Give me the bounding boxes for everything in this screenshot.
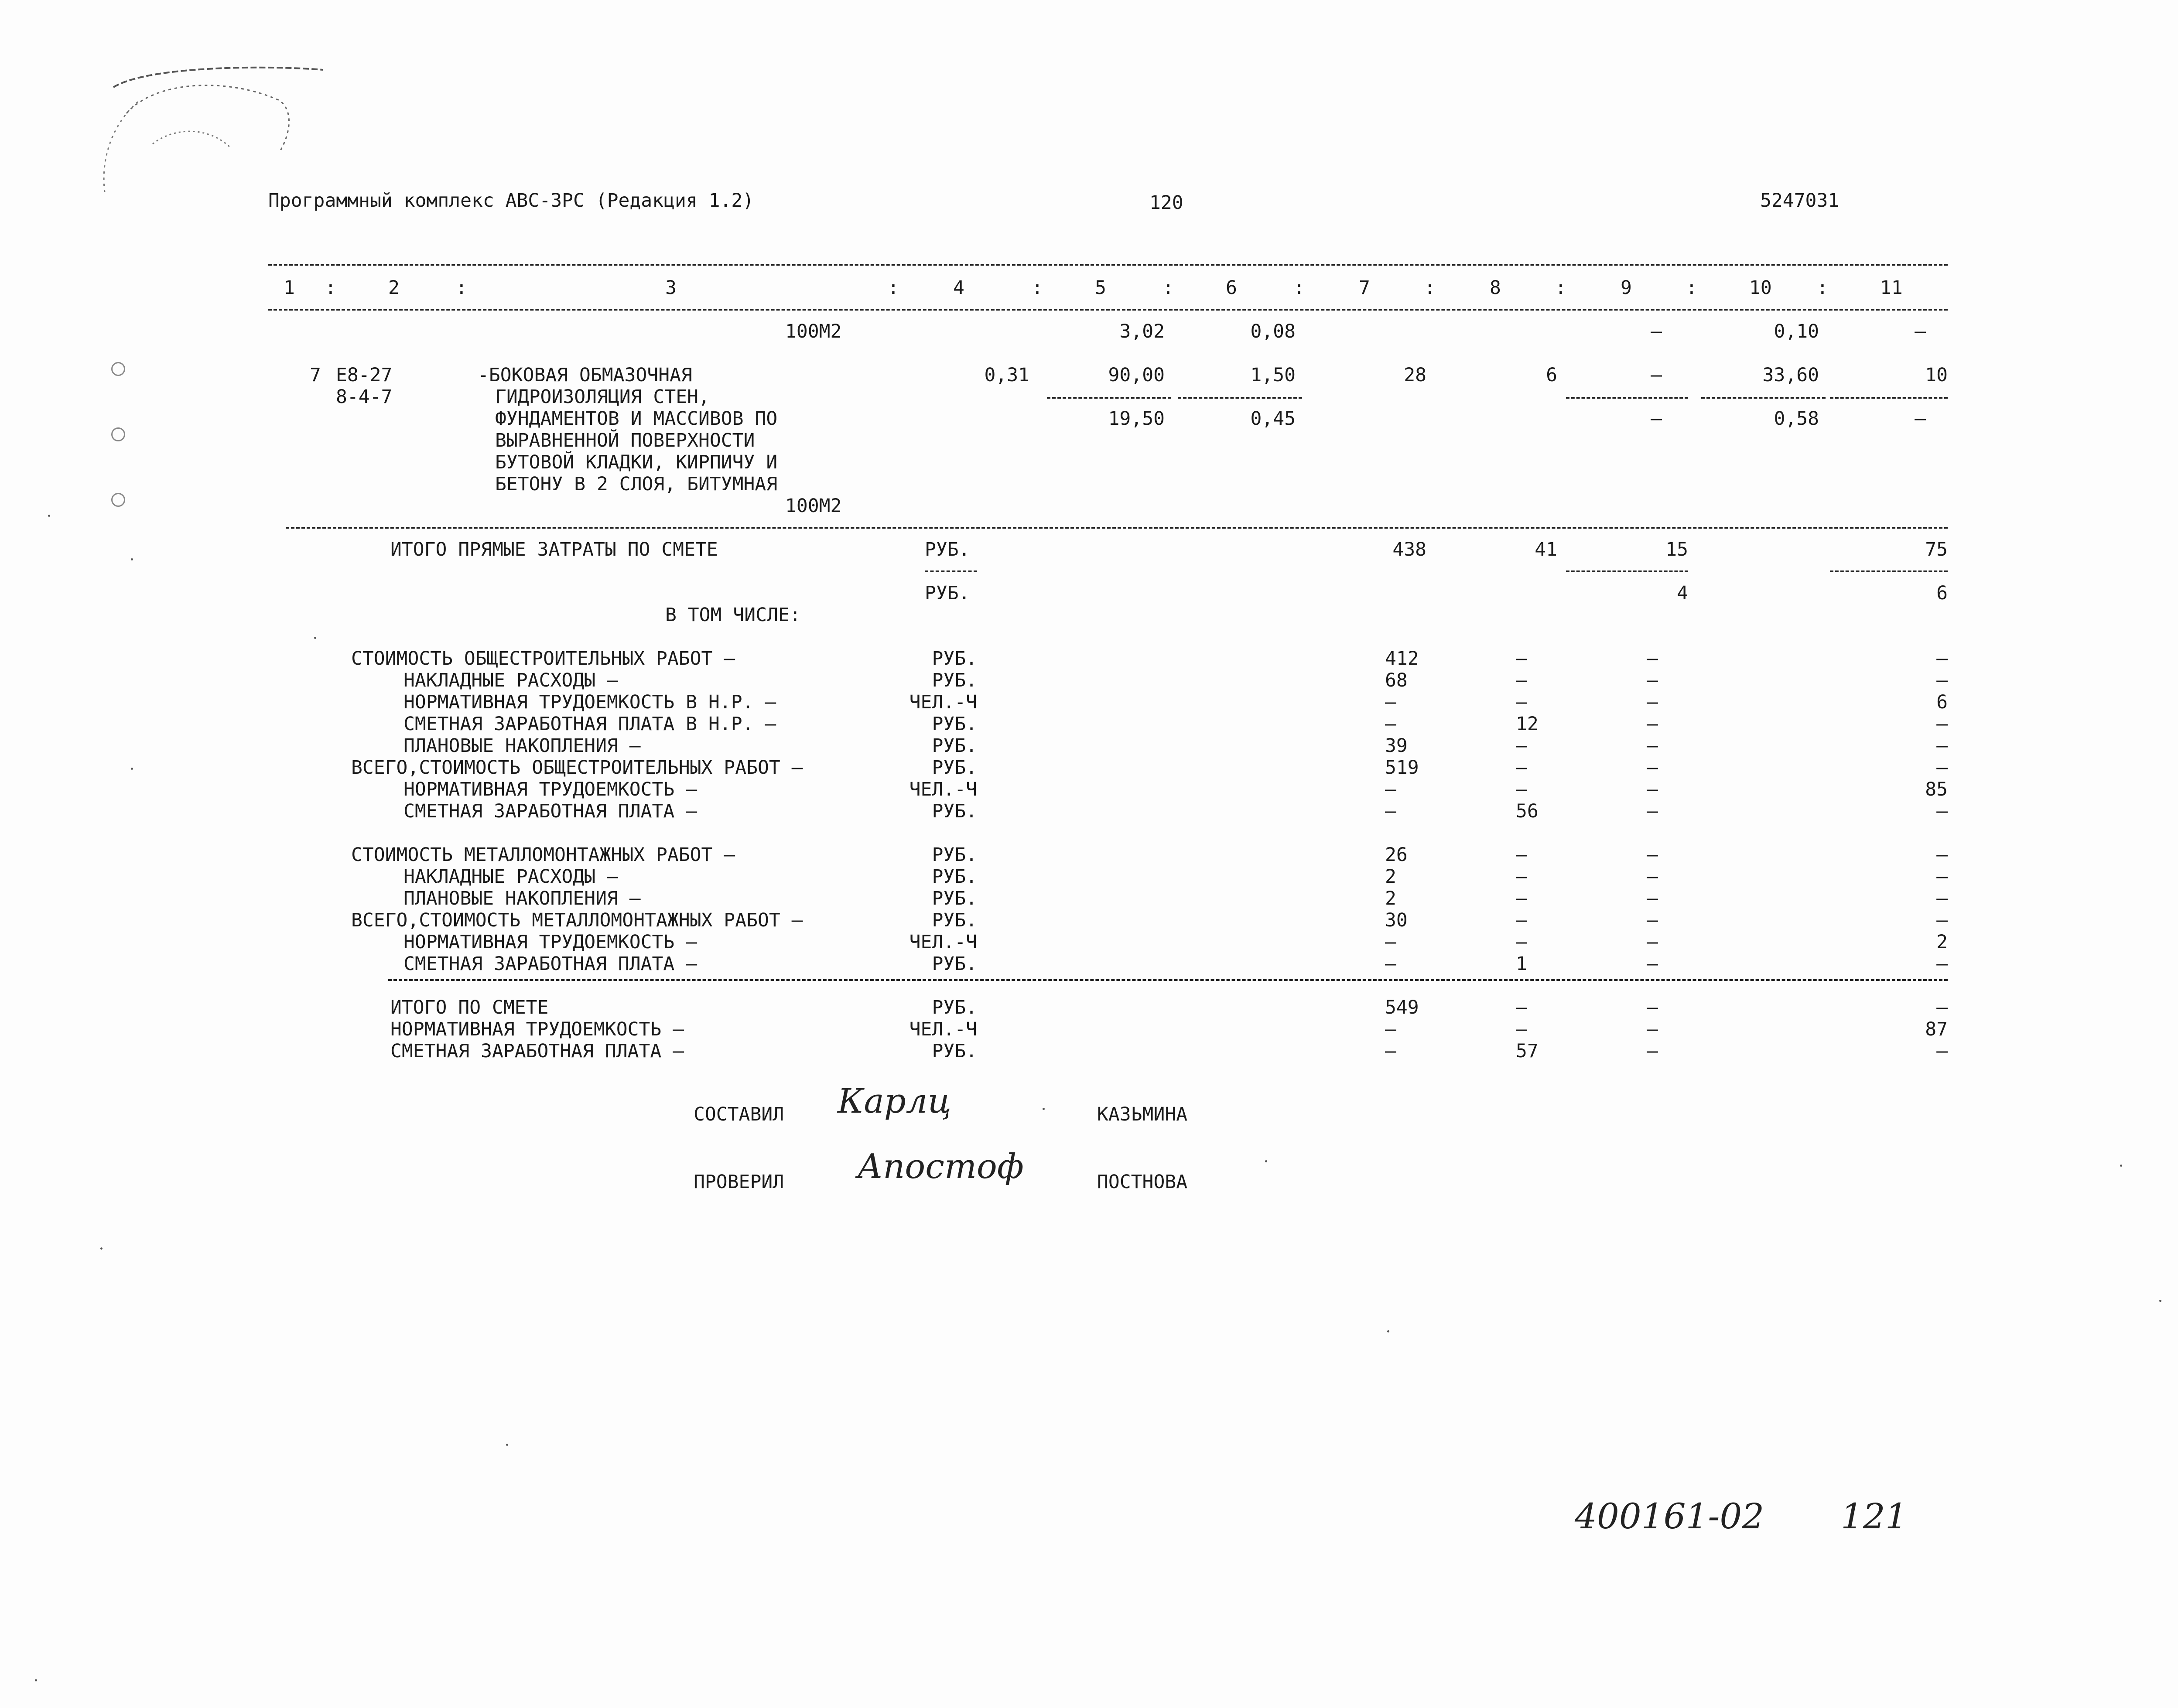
summary-col7: 519: [1385, 757, 1419, 779]
col-header-6: 6: [1226, 277, 1237, 299]
final-unit: РУБ.: [932, 1040, 977, 1062]
header-rule-bottom: [268, 309, 1948, 311]
final-col8: –: [1516, 1018, 1527, 1040]
summary-col9: –: [1647, 800, 1658, 822]
summary-col8: –: [1516, 909, 1527, 931]
section-rule: [286, 527, 1948, 529]
document-code: 5247031: [1760, 190, 1840, 212]
summary-col8: 56: [1516, 800, 1539, 822]
summary-label: СМЕТНАЯ ЗАРАБОТНАЯ ПЛАТА –: [403, 953, 698, 975]
final-label: СМЕТНАЯ ЗАРАБОТНАЯ ПЛАТА –: [390, 1040, 684, 1062]
summary-col7: –: [1385, 713, 1396, 735]
summary-col8: 1: [1516, 953, 1527, 975]
summary-col7: 2: [1385, 866, 1396, 888]
final-col7: –: [1385, 1018, 1396, 1040]
summary-label: НАКЛАДНЫЕ РАСХОДЫ –: [403, 866, 618, 888]
summary-unit: РУБ.: [932, 648, 977, 670]
summary-unit: РУБ.: [932, 800, 977, 822]
final-label: НОРМАТИВНАЯ ТРУДОЕМКОСТЬ –: [390, 1018, 684, 1040]
summary-col11: –: [1936, 888, 1948, 909]
summary-col7: 412: [1385, 648, 1419, 670]
summary-label: СТОИМОСТЬ МЕТАЛЛОМОНТАЖНЫХ РАБОТ –: [351, 844, 735, 866]
summary-col8: –: [1516, 888, 1527, 909]
sheet-number: 121: [1841, 1496, 1908, 1537]
col-header-5: 5: [1095, 277, 1106, 299]
summary-unit: РУБ.: [932, 844, 977, 866]
final-col9: –: [1647, 1040, 1658, 1062]
final-col9: –: [1647, 997, 1658, 1018]
summary-label: ВСЕГО,СТОИМОСТЬ МЕТАЛЛОМОНТАЖНЫХ РАБОТ –: [351, 909, 803, 931]
summary-col9: –: [1647, 844, 1658, 866]
summary-col8: 12: [1516, 713, 1539, 735]
summary-col7: 39: [1385, 735, 1408, 757]
punch-hole: [111, 362, 125, 376]
compiled-name: КАЗЬМИНА: [1097, 1103, 1188, 1125]
summary-col7: 68: [1385, 670, 1408, 691]
summary-col11: –: [1936, 953, 1948, 975]
summary-label: НОРМАТИВНАЯ ТРУДОЕМКОСТЬ –: [403, 779, 698, 800]
final-col7: 549: [1385, 997, 1419, 1018]
summary-col11: –: [1936, 800, 1948, 822]
header-rule-top: [268, 264, 1948, 266]
checked-label: ПРОВЕРИЛ: [694, 1171, 784, 1193]
punch-hole: [111, 427, 125, 441]
compiled-signature: Карлц: [838, 1082, 951, 1121]
summary-col8: –: [1516, 670, 1527, 691]
summary-col9: –: [1647, 757, 1658, 779]
summary-col11: –: [1936, 713, 1948, 735]
summary-col9: –: [1647, 866, 1658, 888]
summary-col9: –: [1647, 670, 1658, 691]
summary-col7: –: [1385, 953, 1396, 975]
summary-label: ПЛАНОВЫЕ НАКОПЛЕНИЯ –: [403, 888, 641, 909]
archive-number: 400161-02: [1575, 1496, 1764, 1537]
summary-col8: –: [1516, 648, 1527, 670]
summary-unit: ЧЕЛ.-Ч: [909, 931, 977, 953]
summary-col8: –: [1516, 757, 1527, 779]
summary-col9: –: [1647, 713, 1658, 735]
summary-col8: –: [1516, 779, 1527, 800]
summary-col9: –: [1647, 691, 1658, 713]
col-header-1: 1: [284, 277, 295, 299]
summary-unit: РУБ.: [932, 670, 977, 691]
summary-col11: –: [1936, 844, 1948, 866]
final-unit: ЧЕЛ.-Ч: [909, 1018, 977, 1040]
final-col11: 87: [1925, 1018, 1948, 1040]
document-page: Программный комплекс АВС-3РС (Редакция 1.2) 120 5247031 1 : 2 : 3 : 4 : 5 : 6 : 7 : 8 : 9 : 10 : 11 100М2 3,02 0,08 – 0,10 – 7 Е8-27 8-4-7 -БОКОВАЯ ОБМАЗОЧНАЯ ГИДРОИЗОЛЯЦИЯ СТЕН, ФУНДАМЕНТОВ И МАССИВОВ ПО ВЫРАВНЕННОЙ ПОВЕРХНОСТИ БУТОВОЙ КЛАДКИ, КИРПИЧУ И БЕТОНУ В 2 СЛОЯ, БИТУМНАЯ 100М2 0,31 90,00 1,50 28 6 – 33,60 10 19,50 0,45 – 0,58 – ИТОГО ПРЯМЫЕ ЗАТРАТЫ ПО СМЕТЕ РУБ. 438 41 15 75 РУБ. 4 6 В ТОМ ЧИСЛЕ: СТОИМОСТЬ ОБЩЕСТРОИТЕЛЬНЫХ РАБОТ – РУБ. 412 – – – НАКЛАДНЫЕ РАСХОДЫ – РУБ. 68 – – – НОРМАТИВНАЯ ТРУДОЕМКОСТЬ В Н.Р. – ЧЕЛ.-Ч – – – 6 СМЕТНАЯ ЗАРАБОТНАЯ ПЛАТА В Н.Р. – РУБ. – 12 – – ПЛАНОВЫЕ НАКОПЛЕНИЯ – РУБ. 39 – – – ВСЕГО,СТОИМОСТЬ ОБЩЕСТРОИТЕЛЬНЫХ РАБОТ – РУБ. 519 – – – НОРМАТИВНАЯ ТРУДОЕМКОСТЬ – ЧЕЛ.-Ч – – – 85 СМЕТНАЯ ЗАРАБОТНАЯ ПЛАТА – РУБ. – 56 – – СТОИМОСТЬ МЕТАЛЛОМОНТАЖНЫХ РАБОТ – РУБ. 26 – – – НАКЛАДНЫЕ РАСХОДЫ – РУБ. 2 – – – ПЛАНОВЫЕ НАКОПЛЕНИЯ – РУБ. 2 – – – ВСЕГО,СТОИМОСТЬ МЕТАЛЛОМОНТАЖНЫХ РАБОТ – РУБ. 30 – – – НОРМАТИВНАЯ ТРУДОЕМКОСТЬ – ЧЕЛ.-Ч – – – 2 СМЕТНАЯ ЗАРАБОТНАЯ ПЛАТА – РУБ. – 1 – – ИТОГО ПО СМЕТЕ РУБ. 549 – – – НОРМАТИВНАЯ ТРУДОЕМКОСТЬ – ЧЕЛ.-Ч – – – 87 СМЕТНАЯ ЗАРАБОТНАЯ ПЛАТА – РУБ. – 57 – – СОСТАВИЛ Карлц КАЗЬМИНА ПРОВЕРИЛ Апостоф ПОСТНОВА 400161-02 121: [0, 0, 2178, 1708]
summary-col9: –: [1647, 888, 1658, 909]
final-col8: –: [1516, 997, 1527, 1018]
summary-col9: –: [1647, 909, 1658, 931]
program-title: Программный комплекс АВС-3РС (Редакция 1.2): [268, 190, 754, 212]
final-label: ИТОГО ПО СМЕТЕ: [390, 997, 549, 1018]
summary-unit: ЧЕЛ.-Ч: [909, 691, 977, 713]
col-header-2: 2: [388, 277, 400, 299]
summary-col7: –: [1385, 691, 1396, 713]
final-col11: –: [1936, 997, 1948, 1018]
summary-unit: РУБ.: [932, 713, 977, 735]
col-header-10: 10: [1749, 277, 1772, 299]
summary-label: ПЛАНОВЫЕ НАКОПЛЕНИЯ –: [403, 735, 641, 757]
summary-col8: –: [1516, 931, 1527, 953]
summary-col8: –: [1516, 735, 1527, 757]
summary-unit: РУБ.: [932, 866, 977, 888]
final-col8: 57: [1516, 1040, 1539, 1062]
summary-col8: –: [1516, 866, 1527, 888]
summary-col11: 6: [1936, 691, 1948, 713]
summary-unit: РУБ.: [932, 735, 977, 757]
summary-col7: –: [1385, 779, 1396, 800]
summary-col11: –: [1936, 866, 1948, 888]
summary-col8: –: [1516, 844, 1527, 866]
stamp-scribble: [87, 61, 332, 205]
page-number: 120: [1149, 192, 1183, 214]
summary-col9: –: [1647, 735, 1658, 757]
checked-name: ПОСТНОВА: [1097, 1171, 1188, 1193]
checked-signature: Апостоф: [857, 1147, 1024, 1186]
summary-col7: –: [1385, 931, 1396, 953]
summary-col9: –: [1647, 931, 1658, 953]
summary-col11: –: [1936, 670, 1948, 691]
col-header-9: 9: [1621, 277, 1632, 299]
summary-label: СМЕТНАЯ ЗАРАБОТНАЯ ПЛАТА В Н.Р. –: [403, 713, 776, 735]
summary-col7: 26: [1385, 844, 1408, 866]
punch-hole: [111, 493, 125, 507]
summary-col11: –: [1936, 909, 1948, 931]
summary-col9: –: [1647, 953, 1658, 975]
summary-unit: ЧЕЛ.-Ч: [909, 779, 977, 800]
summary-label: НОРМАТИВНАЯ ТРУДОЕМКОСТЬ –: [403, 931, 698, 953]
summary-col8: –: [1516, 691, 1527, 713]
summary-unit: РУБ.: [932, 953, 977, 975]
summary-unit: РУБ.: [932, 888, 977, 909]
summary-col11: 85: [1925, 779, 1948, 800]
final-col9: –: [1647, 1018, 1658, 1040]
summary-col9: –: [1647, 648, 1658, 670]
summary-col7: 2: [1385, 888, 1396, 909]
summary-col11: –: [1936, 735, 1948, 757]
col-header-7: 7: [1359, 277, 1370, 299]
final-col7: –: [1385, 1040, 1396, 1062]
col-header-8: 8: [1490, 277, 1501, 299]
summary-col11: –: [1936, 648, 1948, 670]
summary-label: НОРМАТИВНАЯ ТРУДОЕМКОСТЬ В Н.Р. –: [403, 691, 776, 713]
final-col11: –: [1936, 1040, 1948, 1062]
summary-label: НАКЛАДНЫЕ РАСХОДЫ –: [403, 670, 618, 691]
final-unit: РУБ.: [932, 997, 977, 1018]
summary-label: СТОИМОСТЬ ОБЩЕСТРОИТЕЛЬНЫХ РАБОТ –: [351, 648, 735, 670]
summary-col11: 2: [1936, 931, 1948, 953]
summary-label: СМЕТНАЯ ЗАРАБОТНАЯ ПЛАТА –: [403, 800, 698, 822]
summary-col9: –: [1647, 779, 1658, 800]
col-header-4: 4: [953, 277, 964, 299]
col-header-11: 11: [1880, 277, 1903, 299]
final-rule: [388, 979, 1948, 981]
summary-label: ВСЕГО,СТОИМОСТЬ ОБЩЕСТРОИТЕЛЬНЫХ РАБОТ –: [351, 757, 803, 779]
summary-unit: РУБ.: [932, 757, 977, 779]
compiled-label: СОСТАВИЛ: [694, 1103, 784, 1125]
col-header-3: 3: [665, 277, 677, 299]
summary-col7: 30: [1385, 909, 1408, 931]
summary-unit: РУБ.: [932, 909, 977, 931]
summary-col11: –: [1936, 757, 1948, 779]
summary-col7: –: [1385, 800, 1396, 822]
